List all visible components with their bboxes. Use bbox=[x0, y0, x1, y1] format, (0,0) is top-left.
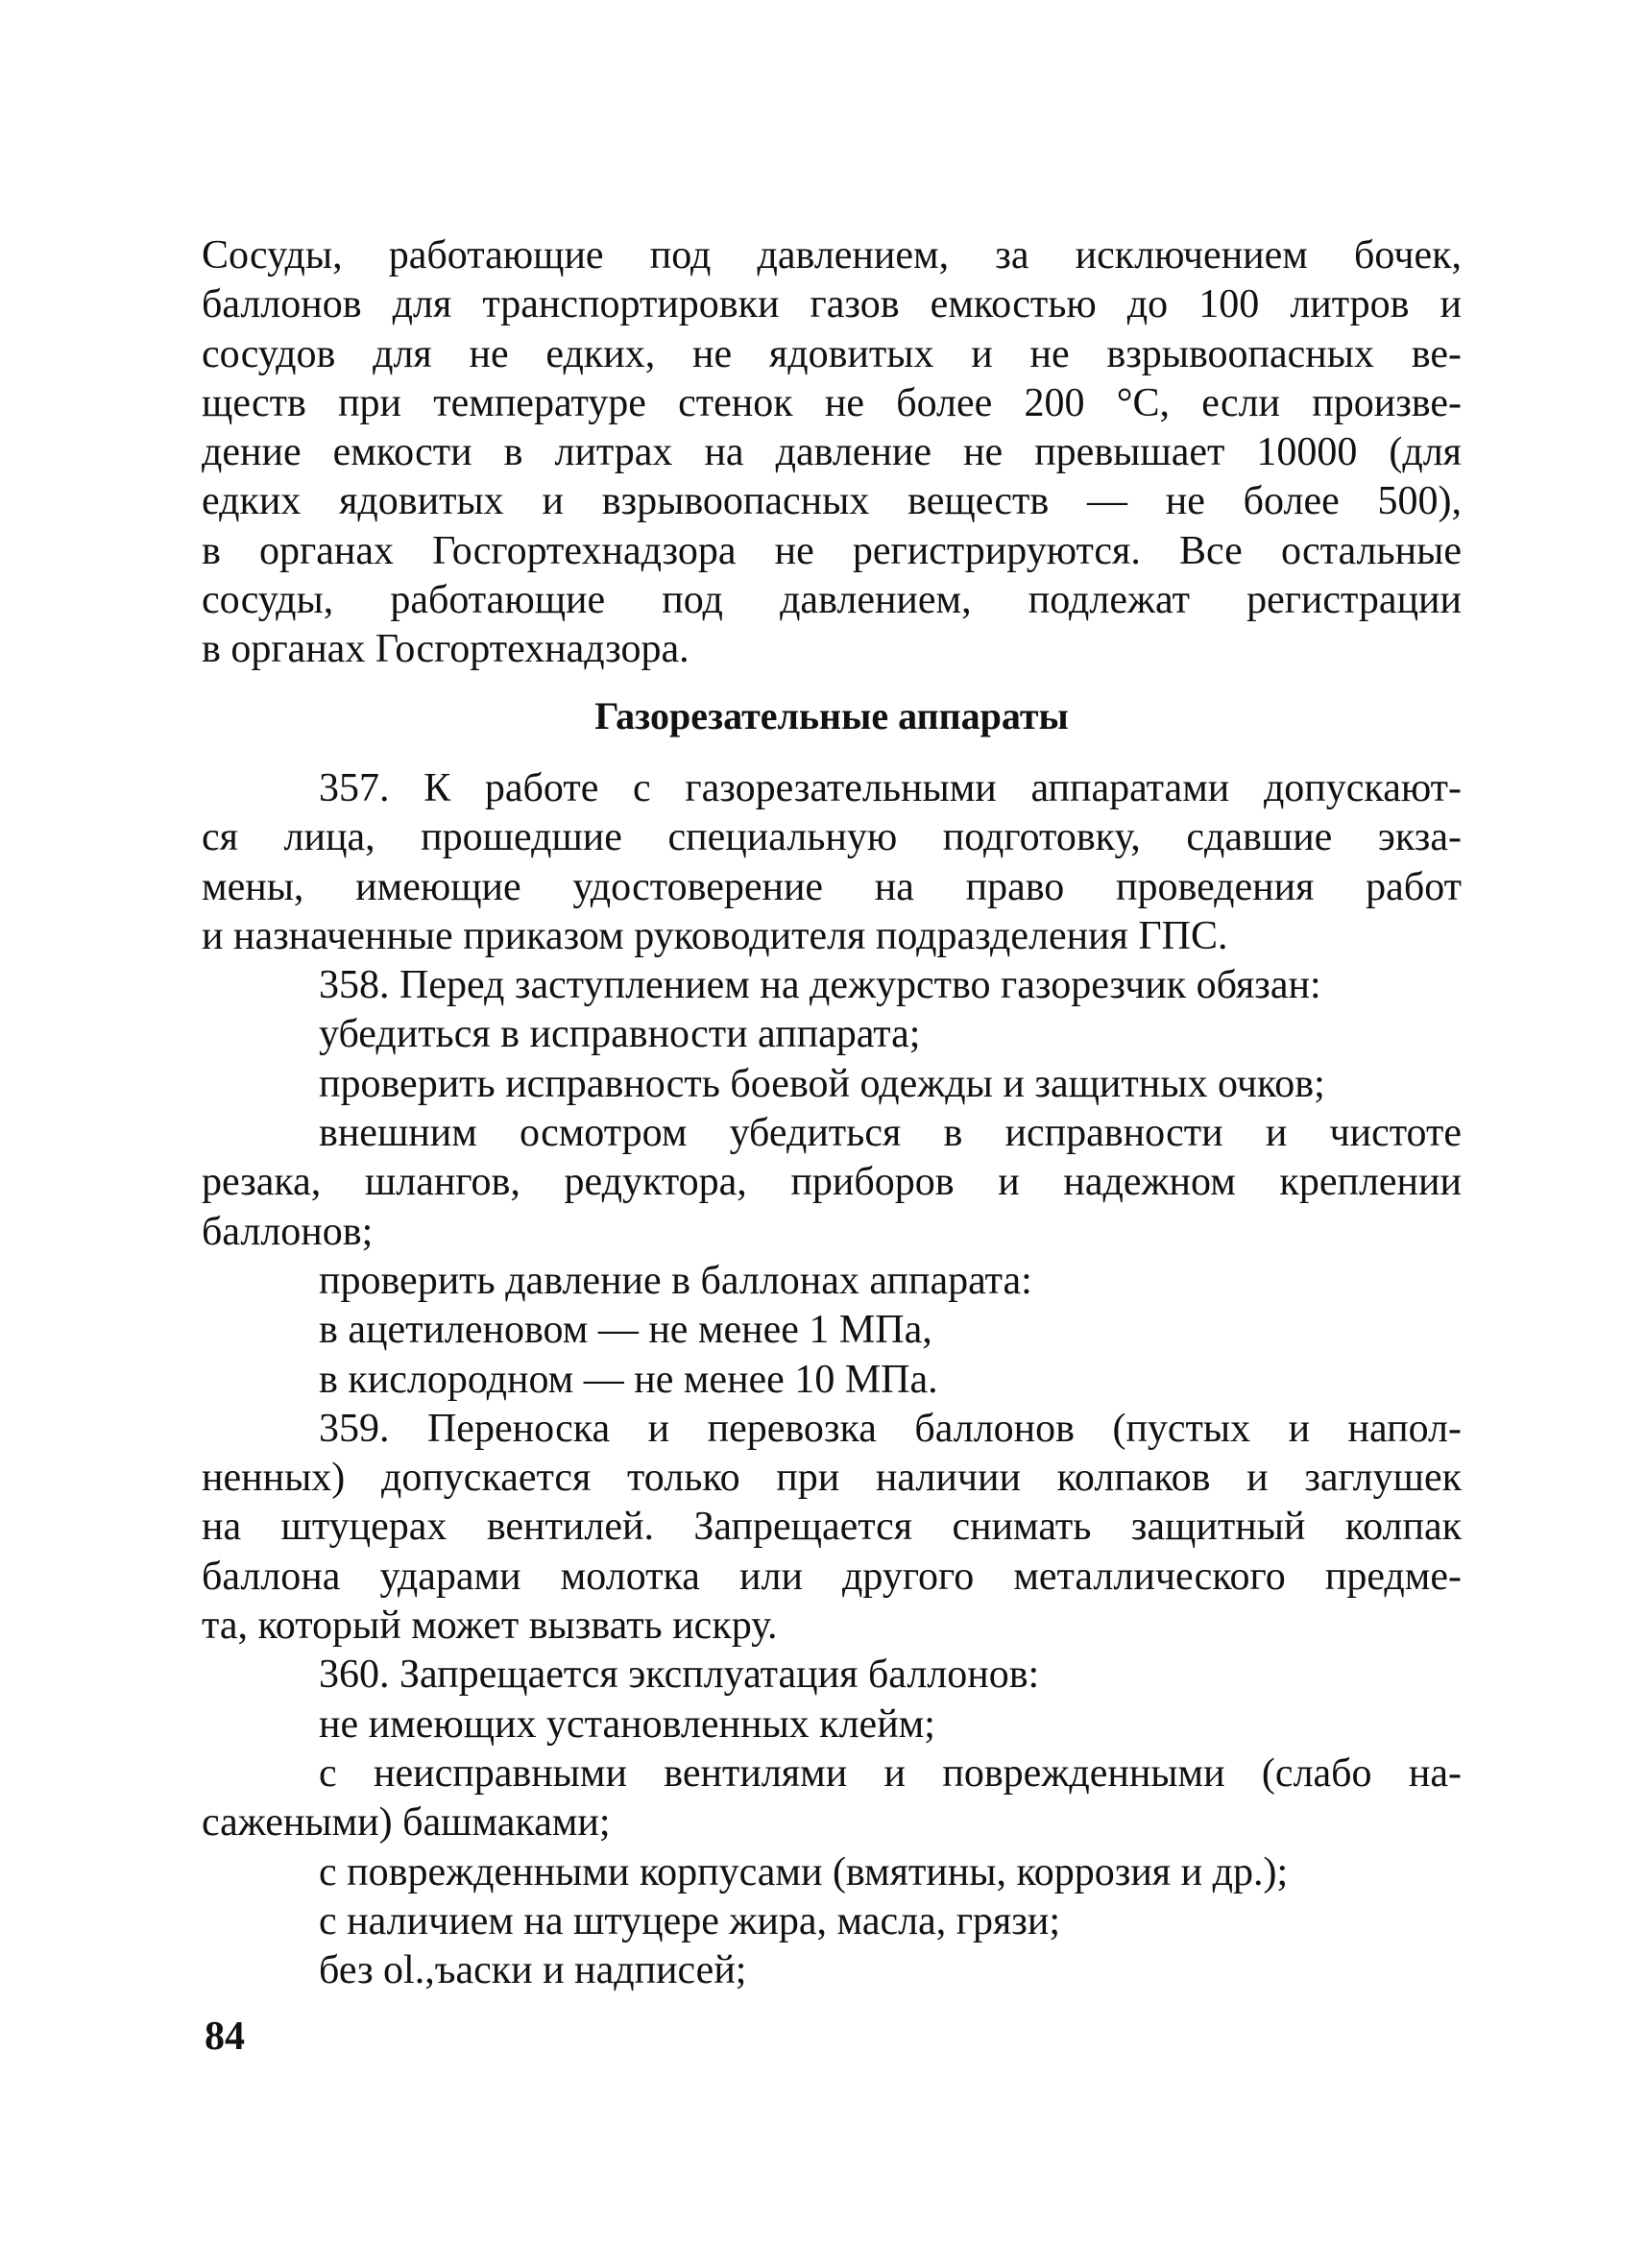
text-line: в органах Госгортехнадзора. bbox=[202, 627, 689, 672]
text-line: сосуды, работающие под давлением, подлежат регистрации bbox=[202, 578, 1462, 623]
text-line: в кислородном — не менее 10 МПа. bbox=[319, 1357, 938, 1402]
text-line: внешним осмотром убедиться в исправности и чистоте bbox=[319, 1111, 1462, 1156]
text-line: та, который может вызвать искру. bbox=[202, 1604, 778, 1649]
text-line: баллона ударами молотка или другого металлического предме- bbox=[202, 1554, 1462, 1599]
text-line: ся лица, прошедшие специальную подготовку, сдавшие экза- bbox=[202, 815, 1462, 860]
text-line: резака, шлангов, редуктора, приборов и надежном креплении bbox=[202, 1160, 1462, 1205]
text-line: сосудов для не едких, не ядовитых и не взрывоопасных ве- bbox=[202, 331, 1462, 376]
body-text bbox=[202, 764, 1462, 1995]
section-heading: Газорезательные аппараты bbox=[594, 694, 1069, 737]
intro-paragraph bbox=[202, 231, 1462, 675]
text-line: сажеными) башмаками; bbox=[202, 1800, 611, 1846]
item-360-line: 360. Запрещается эксплуатация баллонов: bbox=[319, 1653, 1040, 1698]
item-358-line: 358. Перед заступлением на дежурство газорезчик обязан: bbox=[319, 963, 1321, 1008]
text-line: с неисправными вентилями и поврежденными (слабо на- bbox=[319, 1750, 1462, 1796]
text-line: без ol.,ъаски и надписей; bbox=[319, 1948, 747, 1993]
text-line: в органах Госгортехнадзора не регистрируются. Все остальные bbox=[202, 528, 1462, 573]
text-line: ществ при температуре стенок не более 200 °С, если произве- bbox=[202, 380, 1462, 425]
text-line: дение емкости в литрах на давление не превышает 10000 (для bbox=[202, 430, 1462, 475]
text-line: проверить давление в баллонах аппарата: bbox=[319, 1258, 1032, 1303]
text-line: убедиться в исправности аппарата; bbox=[319, 1012, 921, 1057]
text-line: баллонов; bbox=[202, 1209, 374, 1254]
text-line: едких ядовитых и взрывоопасных веществ — не более 500), bbox=[202, 479, 1462, 524]
text-line: и назначенные приказом руководителя подразделения ГПС. bbox=[202, 913, 1228, 958]
text-line: с наличием на штуцере жира, масла, грязи; bbox=[319, 1898, 1060, 1943]
item-357-line: 357. К работе с газорезательными аппаратами допускают- bbox=[319, 766, 1462, 810]
text-line: баллонов для транспортировки газов емкостью до 100 литров и bbox=[202, 282, 1462, 327]
text-line: на штуцерах вентилей. Запрещается снимать защитный колпак bbox=[202, 1505, 1462, 1550]
text-line: не имеющих установленных клейм; bbox=[319, 1701, 935, 1747]
text-line: ненных) допускается только при наличии колпаков и заглушек bbox=[202, 1456, 1462, 1501]
text-line: мены, имеющие удостоверение на право проведения работ bbox=[202, 864, 1462, 909]
text-line: с поврежденными корпусами (вмятины, коррозия и др.); bbox=[319, 1849, 1289, 1894]
page-number: 84 bbox=[205, 2015, 245, 2059]
text-line: проверить исправность боевой одежды и защитных очков; bbox=[319, 1061, 1325, 1106]
text-line: Сосуды, работающие под давлением, за исключением бочек, bbox=[202, 233, 1462, 277]
text-line: в ацетиленовом — не менее 1 МПа, bbox=[319, 1308, 932, 1353]
item-359-line: 359. Переноска и перевозка баллонов (пустых и напол- bbox=[319, 1406, 1462, 1451]
